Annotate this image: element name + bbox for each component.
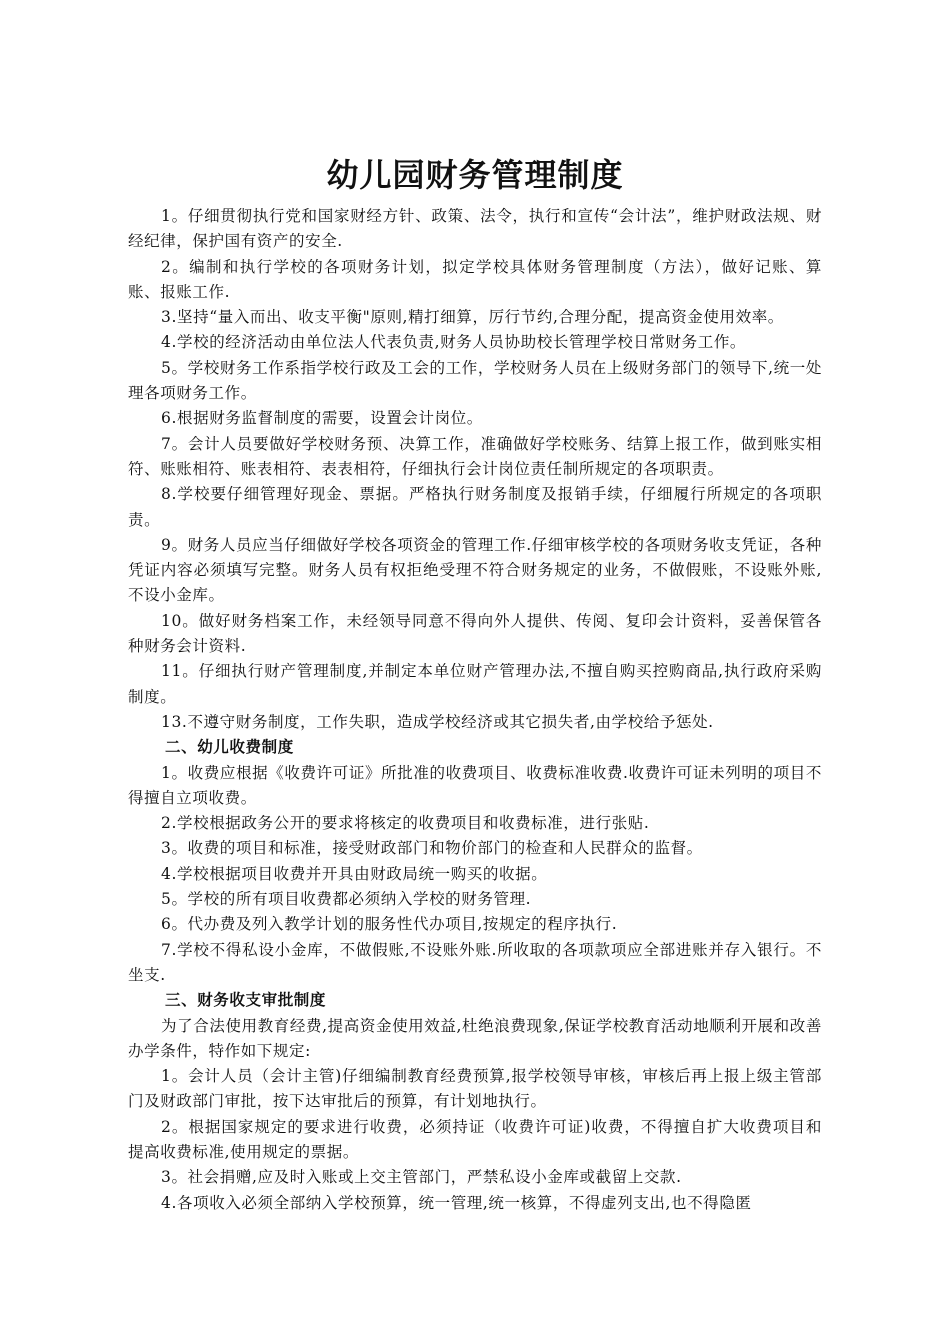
paragraph: 4.学校的经济活动由单位法人代表负责,财务人员协助校长管理学校日常财务工作。 — [161, 333, 747, 352]
paragraph: 5。学校财务工作系指学校行政及工会的工作，学校财务人员在上级财务部门的领导下,统一处理各项财务工作。 — [128, 358, 822, 403]
paragraph: 3。收费的项目和标准，接受财政部门和物价部门的检查和人民群众的监督。 — [161, 839, 703, 858]
paragraph: 8.学校要仔细管理好现金、票据。严格执行财务制度及报销手续，仔细履行所规定的各项职责。 — [128, 485, 822, 529]
paragraph: 1。会计人员（会计主管)仔细编制教育经费预算,报学校领导审核，审核后再上报上级主管部门及财政部门审批，按下达审批后的预算，有计划地执行。 — [128, 1067, 822, 1111]
paragraph: 为了合法使用教育经费,提高资金使用效益,杜绝浪费现象,保证学校教育活动地顺利开展和改善办学条件，特作如下规定: — [128, 1016, 822, 1060]
paragraph: 3.坚持“量入而出、收支平衡"原则,精打细算，厉行节约,合理分配，提高资金使用效率。 — [161, 308, 784, 327]
document-title: 幼儿园财务管理制度 — [326, 156, 624, 194]
section-heading: 三、财务收支审批制度 — [165, 991, 327, 1010]
paragraph: 5。学校的所有项目收费都必须纳入学校的财务管理. — [161, 890, 532, 909]
paragraph: 10。做好财务档案工作，未经领导同意不得向外人提供、传阅、复印会计资料，妥善保管各种财务会计资料. — [128, 611, 822, 656]
paragraph: 1。收费应根据《收费许可证》所批准的收费项目、收费标准收费.收费许可证未列明的项目不得擅自立项收费。 — [128, 763, 822, 807]
paragraph: 6.根据财务监督制度的需要，设置会计岗位。 — [161, 409, 483, 428]
paragraph: 1。仔细贯彻执行党和国家财经方针、政策、法令，执行和宣传“会计法”，维护财政法规、财经纪律，保护国有资产的安全. — [128, 207, 822, 251]
paragraph: 4.学校根据项目收费并开具由财政局统一购买的收据。 — [161, 864, 548, 883]
section-heading: 二、幼儿收费制度 — [165, 738, 294, 757]
paragraph: 2。编制和执行学校的各项财务计划，拟定学校具体财务管理制度（方法），做好记账、算账、报账工作. — [128, 257, 822, 301]
paragraph: 3。社会捐赠,应及时入账或上交主管部门，严禁私设小金库或截留上交款. — [161, 1168, 682, 1187]
paragraph: 7.学校不得私设小金库，不做假账,不设账外账.所收取的各项款项应全部进账并存入银行。不坐支. — [128, 940, 822, 984]
paragraph: 13.不遵守财务制度，工作失职，造成学校经济或其它损失者,由学校给予惩处. — [161, 712, 714, 731]
paragraph: 2.学校根据政务公开的要求将核定的收费项目和收费标准，进行张贴. — [161, 814, 650, 833]
paragraph: 11。仔细执行财产管理制度,并制定本单位财产管理办法,不擅自购买控购商品,执行政府采购制度。 — [128, 662, 822, 706]
paragraph: 7。会计人员要做好学校财务预、决算工作，准确做好学校账务、结算上报工作，做到账实相符、账账相符、账表相符、表表相符，仔细执行会计岗位责任制所规定的各项职责。 — [128, 434, 822, 478]
paragraph: 4.各项收入必须全部纳入学校预算，统一管理,统一核算，不得虚列支出,也不得隐匿 — [161, 1193, 752, 1212]
document-body — [128, 204, 822, 1216]
paragraph: 9。财务人员应当仔细做好学校各项资金的管理工作.仔细审核学校的各项财务收支凭证，各种凭证内容必须填写完整。财务人员有权拒绝受理不符合财务规定的业务，不做假账，不设账外账,不设小金库。 — [128, 535, 822, 605]
paragraph: 6。代办费及列入教学计划的服务性代办项目,按规定的程序执行. — [161, 915, 618, 934]
paragraph: 2。根据国家规定的要求进行收费，必须持证（收费许可证)收费，不得擅自扩大收费项目和提高收费标准,使用规定的票据。 — [128, 1117, 822, 1161]
